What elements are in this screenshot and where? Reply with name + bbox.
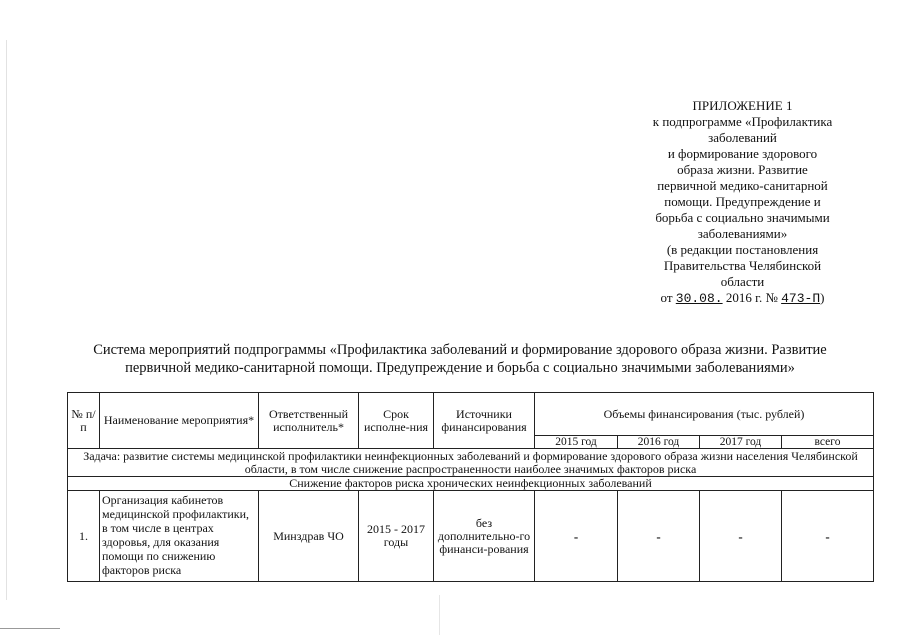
header-sources: Источники финансирования bbox=[434, 393, 535, 449]
header-responsible: Ответственный исполнитель* bbox=[259, 393, 359, 449]
scan-bottom-line bbox=[0, 628, 60, 629]
decree-year: 2016 г. № bbox=[725, 290, 778, 305]
appendix-block bbox=[610, 98, 875, 307]
header-volumes: Объемы финансирования (тыс. рублей) bbox=[535, 393, 874, 436]
appendix-line: ПРИЛОЖЕНИЕ 1 bbox=[692, 98, 793, 113]
decree-date: 30.08. bbox=[675, 291, 723, 306]
document-title bbox=[60, 341, 860, 377]
appendix-line: заболеваниями» bbox=[697, 226, 788, 241]
header-2016: 2016 год bbox=[618, 436, 700, 449]
row-responsible: Минздрав ЧО bbox=[259, 491, 359, 582]
row-term: 2015 - 2017 годы bbox=[359, 491, 434, 582]
appendix-line: первичной медико-санитарной bbox=[657, 178, 828, 193]
table-row bbox=[68, 491, 874, 582]
scan-center-mark bbox=[439, 595, 440, 635]
row-2016: - bbox=[618, 491, 700, 582]
appendix-line: (в редакции постановления bbox=[666, 242, 819, 257]
title-line-2: первичной медико-санитарной помощи. Предупреждение и борьба с социально значимыми заболеваниями» bbox=[125, 360, 795, 376]
header-2017: 2017 год bbox=[700, 436, 782, 449]
section-row: Снижение факторов риска хронических неинфекционных заболеваний bbox=[68, 477, 874, 491]
measures-table bbox=[67, 392, 874, 582]
decree-date-line bbox=[610, 290, 875, 307]
appendix-line: области bbox=[720, 274, 765, 289]
appendix-line: к подпрограмме «Профилактика bbox=[652, 114, 833, 129]
appendix-line: Правительства Челябинской bbox=[663, 258, 822, 273]
row-name: Организация кабинетов медицинской профилактики, в том числе в центрах здоровья, для оказания помощи по снижению факторов риска bbox=[100, 491, 259, 582]
date-prefix: от bbox=[660, 290, 673, 305]
row-sources: без дополнительно-го финанси-рования bbox=[434, 491, 535, 582]
appendix-line: и формирование здорового bbox=[667, 146, 818, 161]
header-2015: 2015 год bbox=[535, 436, 618, 449]
appendix-line: заболеваний bbox=[708, 130, 777, 145]
header-total: всего bbox=[782, 436, 874, 449]
title-line-1: Система мероприятий подпрограммы «Профилактика заболеваний и формирование здорового образа жизни. Развитие bbox=[93, 342, 827, 358]
date-suffix: ) bbox=[820, 290, 825, 305]
header-num: № п/п bbox=[68, 393, 100, 449]
appendix-line: борьба с социально значимыми bbox=[655, 210, 830, 225]
row-2015: - bbox=[535, 491, 618, 582]
row-total: - bbox=[782, 491, 874, 582]
row-2017: - bbox=[700, 491, 782, 582]
appendix-line: образа жизни. Развитие bbox=[677, 162, 808, 177]
scan-edge-mark bbox=[6, 40, 7, 600]
appendix-line: помощи. Предупреждение и bbox=[664, 194, 821, 209]
decree-number: 473-П bbox=[781, 291, 821, 306]
row-num: 1. bbox=[68, 491, 100, 582]
header-term: Срок исполне-ния bbox=[359, 393, 434, 449]
header-name: Наименование мероприятия* bbox=[100, 393, 259, 449]
task-row: Задача: развитие системы медицинской профилактики неинфекционных заболеваний и формирование здорового образа жизни населения Челябинской области, в том числе снижение распространенности наиболее значимых факторов риска bbox=[68, 449, 874, 477]
